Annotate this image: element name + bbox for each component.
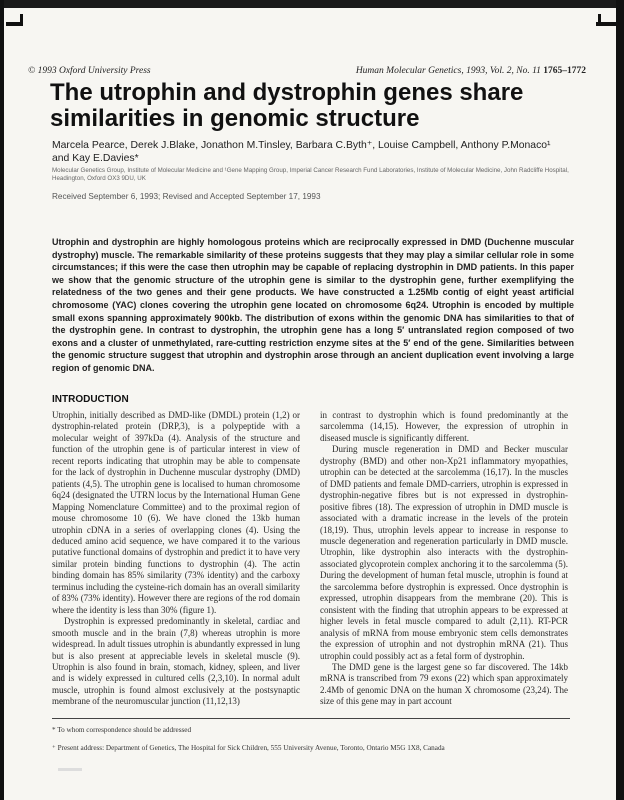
copyright: © 1993 Oxford University Press [28,66,151,76]
registration-mark-right-vertical [598,14,601,26]
body-column-left [52,410,300,708]
footnote-present-address: ⁺ Present address: Department of Genetics, The Hospital for Sick Children, 555 University Avenue, Toronto, Ontario M5G 1X8, Canada [52,744,445,752]
paragraph: During muscle regeneration in DMD and Becker muscular dystrophy (BMD) and other non-Xp21 inflammatory myopathies, utrophin can be detected at the sarcolemma (16,17). In the muscles of DMD patients and female DMD-carriers, utrophin is expressed in dystrophin-negative fibres but is not expressed in dystrophin-positive fibres (18). The expression of utrophin in DMD muscle is associated with a dramatic increase in the levels of the protein (18,19). Thus, utrophin levels appear to increase in response to muscle degeneration and regeneration particularly in DMD muscle. Utrophin, like dystrophin also interacts with the dystrophin-associated glycoprotein complex anchoring it to the sarcolemma (5). During the development of human fetal muscle, utrophin is found at the sarcolemma before dystrophin is expressed. Once dystrophin is expressed, utrophin disappears from the membrane (20). This is consistent with the finding that utrophin appears to be expressed at higher levels in fetal muscle compared to adult (2,11). RT-PCR analysis of mRNA from mouse embryonic stem cells demonstrates the expression of utrophin and not dystrophin mRNA (21). Thus utrophin could possibly act as a fetal form of dystrophin. [320,444,568,661]
section-heading-introduction: INTRODUCTION [52,394,129,405]
journal-name: Human Molecular Genetics, 1993, Vol. 2, No. 11 [355,66,541,76]
journal-page [4,0,616,800]
page-range: 1765–1772 [543,66,586,76]
affiliation: Molecular Genetics Group, Institute of Molecular Medicine and ¹Gene Mapping Group, Imperial Cancer Research Fund Laboratories, Institute of Molecular Medicine, John Radcliffe Hospital, Headington, Oxford OX3 9DU, UK [52,167,569,182]
scan-top-edge [4,0,616,8]
article-title: The utrophin and dystrophin genes share similarities in genomic structure [50,79,524,132]
abstract: Utrophin and dystrophin are highly homologous proteins which are reciprocally expressed in DMD (Duchenne muscular dystrophy) muscle. The remarkable similarity of these proteins suggests that they may play a similar cellular role in some circumstances; if this were the case then utrophin may be capable of replacing dystrophin in DMD patients. In this paper we show that the genomic structure of the utrophin gene is similar to the dystrophin gene, further exemplifying the relatedness of the two genes and their gene products. We have constructed a 1.25Mb contig of eight yeast artificial chromosome (YAC) clones covering the utrophin gene located on chromosome 6q24. Utrophin is encoded by multiple small exons spanning approximately 900kb. The distribution of exons within the genomic DNA has similarities to that of the dystrophin gene. In contrast to dystrophin, the utrophin gene has a long 5′ untranslated region composed of two exons and a cluster of unmethylated, rare-cutting restriction enzyme sites at the 5′ end of the gene. Similarities between the genomic structure suggest that utrophin and dystrophin arose through an ancient duplication event involving a large region of genomic DNA. [52,237,574,373]
footnote-correspondence: * To whom correspondence should be addressed [52,726,192,734]
body-column-right [320,410,568,708]
scan-artifact [58,768,82,771]
paragraph: in contrast to dystrophin which is found predominantly at the sarcolemma (14,15). However, the expression of utrophin in diseased muscle is significantly different. [320,410,568,443]
author-list: Marcela Pearce, Derek J.Blake, Jonathon M.Tinsley, Barbara C.Byth⁺, Louise Campbell, Anthony P.Monaco¹ and Kay E.Davies* [52,140,551,164]
paragraph: Utrophin, initially described as DMD-like (DMDL) protein (1,2) or dystrophin-related protein (DRP,3), is a polypeptide with a molecular weight of 397kDa (4). Analysis of the structure and function of the utrophin gene is of particular interest in view of recent reports indicating that utrophin may be able to compensate for the lack of dystrophin in Duchenne muscular dystrophy (DMD) patients (4,5). The utrophin gene is localised to human chromosome 6q24 (designated the UTRN locus by the International Human Gene Mapping Nomenclature Committee) and to the proximal region of mouse chromosome 10 (6). We have cloned the 13kb human utrophin cDNA in a series of overlapping clones (4). Using the deduced amino acid sequence, we have compared it to the various putative functional domains of dystrophin and predict it to have very similar protein binding functions to dystrophin (4). The actin binding domain has 85% similarity (73% identity) and the carboxy terminus including the cysteine-rich domain has an overall similarity of 83% (73% identity). However there are regions of the rod domain where the identity is less than 30% (figure 1). [52,410,300,615]
running-header [28,66,586,76]
registration-mark-left-vertical [20,14,23,26]
journal-citation [356,66,586,76]
received-date: Received September 6, 1993; Revised and Accepted September 17, 1993 [52,192,321,201]
footnote-divider [52,718,570,719]
paragraph: The DMD gene is the largest gene so far discovered. The 14kb mRNA is transcribed from 79 exons (22) which span approximately 2.4Mb of genomic DNA on the human X chromosome (23,24). The size of this gene may in part account [320,661,568,707]
paragraph: Dystrophin is expressed predominantly in skeletal, cardiac and smooth muscle and in the brain (7,8) whereas utrophin is more widespread. In adult tissues utrophin is abundantly expressed in lung but is also present at appreciable levels in skeletal muscle (9). Utrophin is also found in brain, stomach, kidney, spleen, and liver and is widely expressed in cultured cells (2,3,10). In normal adult muscle, utrophin is found almost exclusively at the postsynaptic membrane of the neuromuscular junction (11,12,13) [52,616,300,707]
